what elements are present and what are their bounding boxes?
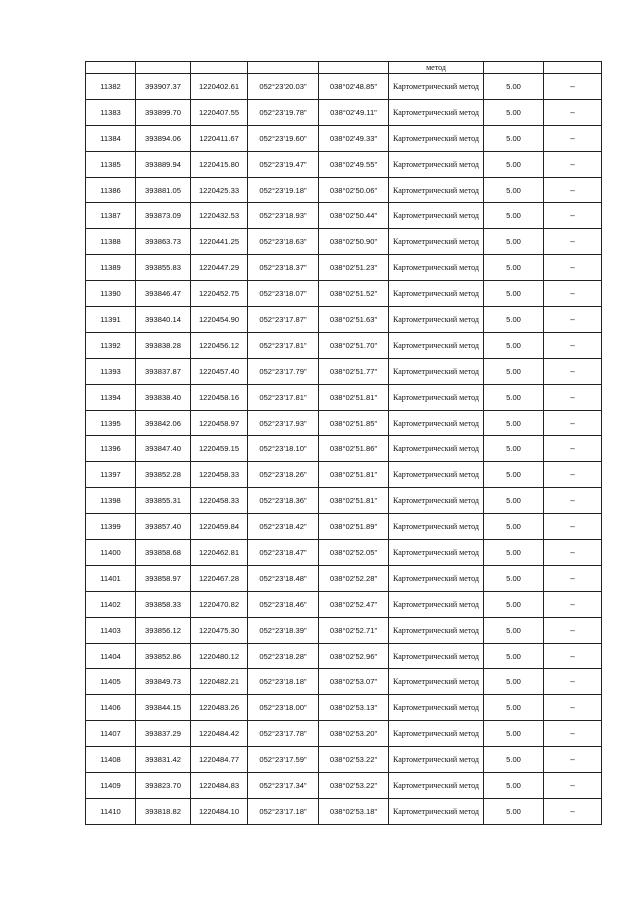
cell-lon: 038°02'50.06": [319, 177, 389, 203]
cell-y: 1220470.82: [191, 591, 248, 617]
cell-method: Картометрический метод: [389, 125, 484, 151]
cell-lon: 038°02'51.81": [319, 384, 389, 410]
cell-y: 1220467.28: [191, 565, 248, 591]
cell-precision: 5.00: [484, 721, 544, 747]
table-row: [86, 384, 602, 410]
cell-x: 393855.31: [136, 488, 191, 514]
cell-lon: 038°02'52.71": [319, 617, 389, 643]
cell-point: 11390: [86, 281, 136, 307]
cell-lon: 038°02'51.23": [319, 255, 389, 281]
cell-x: 393852.86: [136, 643, 191, 669]
cell-x: 393855.83: [136, 255, 191, 281]
table-row: [86, 488, 602, 514]
cell-y: 1220483.26: [191, 695, 248, 721]
table-row: [86, 436, 602, 462]
cell-lat: 052°23'19.60": [248, 125, 319, 151]
cell-point: 11409: [86, 773, 136, 799]
cell-method: Картометрический метод: [389, 74, 484, 100]
cell-method: Картометрический метод: [389, 177, 484, 203]
cell-point: 11397: [86, 462, 136, 488]
cell-x: 393831.42: [136, 747, 191, 773]
table-row: [86, 177, 602, 203]
cell-lon: 038°02'51.63": [319, 307, 389, 333]
cell-note: –: [544, 669, 602, 695]
cell-precision: 5.00: [484, 384, 544, 410]
cell-x: 393907.37: [136, 74, 191, 100]
cell-x: 393838.40: [136, 384, 191, 410]
table-body: [86, 62, 602, 825]
cell-x: 393849.73: [136, 669, 191, 695]
cell-method: Картометрический метод: [389, 617, 484, 643]
cell-point: 11407: [86, 721, 136, 747]
cell-x: 393852.28: [136, 462, 191, 488]
table-row: [86, 203, 602, 229]
cell-method: Картометрический метод: [389, 255, 484, 281]
cell-lat: 052°23'17.78": [248, 721, 319, 747]
cell-x: 393889.94: [136, 151, 191, 177]
cell-precision: 5.00: [484, 747, 544, 773]
table-row: [86, 255, 602, 281]
table-row: [86, 773, 602, 799]
cell-lat: 052°23'17.87": [248, 307, 319, 333]
table-row: [86, 410, 602, 436]
cell-precision: 5.00: [484, 307, 544, 333]
cell-point: 11400: [86, 540, 136, 566]
cell-y: 1220415.80: [191, 151, 248, 177]
cell-note: –: [544, 798, 602, 824]
cell-x: 393858.97: [136, 565, 191, 591]
table-row: [86, 591, 602, 617]
cell-point: 11383: [86, 99, 136, 125]
table-row: [86, 565, 602, 591]
cell-lon: 038°02'53.13": [319, 695, 389, 721]
cell-precision: 5.00: [484, 125, 544, 151]
cell-y: 1220484.42: [191, 721, 248, 747]
cell-x: 393873.09: [136, 203, 191, 229]
cell-note: –: [544, 358, 602, 384]
cell-y: 1220456.12: [191, 332, 248, 358]
cell-x: 393847.40: [136, 436, 191, 462]
cell-precision: 5.00: [484, 488, 544, 514]
cell-lat: 052°23'18.36": [248, 488, 319, 514]
cell-precision: 5.00: [484, 798, 544, 824]
cell-precision: [484, 62, 544, 74]
cell-lat: 052°23'17.81": [248, 384, 319, 410]
table-row: [86, 514, 602, 540]
cell-y: 1220482.21: [191, 669, 248, 695]
cell-note: –: [544, 591, 602, 617]
cell-note: –: [544, 643, 602, 669]
cell-lat: 052°23'18.46": [248, 591, 319, 617]
cell-lon: 038°02'51.81": [319, 488, 389, 514]
cell-note: –: [544, 462, 602, 488]
cell-point: 11402: [86, 591, 136, 617]
cell-y: 1220452.75: [191, 281, 248, 307]
cell-y: 1220441.25: [191, 229, 248, 255]
cell-lon: 038°02'51.52": [319, 281, 389, 307]
cell-precision: 5.00: [484, 410, 544, 436]
cell-y: 1220432.53: [191, 203, 248, 229]
cell-method: Картометрический метод: [389, 151, 484, 177]
cell-method: метод: [389, 62, 484, 74]
cell-precision: 5.00: [484, 669, 544, 695]
cell-point: 11394: [86, 384, 136, 410]
cell-note: –: [544, 565, 602, 591]
cell-note: –: [544, 125, 602, 151]
cell-x: 393837.87: [136, 358, 191, 384]
cell-lat: 052°23'19.47": [248, 151, 319, 177]
cell-note: –: [544, 203, 602, 229]
cell-y: 1220459.84: [191, 514, 248, 540]
cell-point: 11406: [86, 695, 136, 721]
cell-note: –: [544, 410, 602, 436]
cell-point: 11385: [86, 151, 136, 177]
cell-note: –: [544, 384, 602, 410]
cell-note: [544, 62, 602, 74]
cell-note: –: [544, 332, 602, 358]
cell-note: –: [544, 74, 602, 100]
cell-method: Картометрический метод: [389, 798, 484, 824]
cell-lat: 052°23'18.07": [248, 281, 319, 307]
coordinates-table: [85, 61, 602, 825]
cell-lat: 052°23'18.18": [248, 669, 319, 695]
table-row: [86, 747, 602, 773]
cell-y: 1220447.29: [191, 255, 248, 281]
cell-x: 393899.70: [136, 99, 191, 125]
cell-method: Картометрический метод: [389, 721, 484, 747]
cell-point: 11404: [86, 643, 136, 669]
table-row: [86, 281, 602, 307]
cell-x: 393857.40: [136, 514, 191, 540]
cell-lon: 038°02'51.70": [319, 332, 389, 358]
cell-lat: [248, 62, 319, 74]
cell-note: –: [544, 695, 602, 721]
cell-x: 393840.14: [136, 307, 191, 333]
cell-precision: 5.00: [484, 565, 544, 591]
cell-x: 393863.73: [136, 229, 191, 255]
cell-lat: 052°23'19.18": [248, 177, 319, 203]
cell-y: 1220480.12: [191, 643, 248, 669]
cell-lon: 038°02'52.05": [319, 540, 389, 566]
cell-y: 1220462.81: [191, 540, 248, 566]
cell-y: 1220458.33: [191, 462, 248, 488]
cell-y: 1220459.15: [191, 436, 248, 462]
table-row: [86, 798, 602, 824]
cell-lat: 052°23'18.37": [248, 255, 319, 281]
cell-y: 1220457.40: [191, 358, 248, 384]
cell-method: Картометрический метод: [389, 773, 484, 799]
cell-note: –: [544, 721, 602, 747]
cell-lon: 038°02'51.81": [319, 462, 389, 488]
cell-y: 1220484.83: [191, 773, 248, 799]
table-row: [86, 358, 602, 384]
cell-point: 11395: [86, 410, 136, 436]
cell-precision: 5.00: [484, 151, 544, 177]
cell-x: 393894.06: [136, 125, 191, 151]
cell-y: 1220458.97: [191, 410, 248, 436]
cell-point: 11386: [86, 177, 136, 203]
table-row: [86, 462, 602, 488]
cell-lon: 038°02'51.89": [319, 514, 389, 540]
cell-y: 1220458.16: [191, 384, 248, 410]
cell-x: 393838.28: [136, 332, 191, 358]
cell-note: –: [544, 99, 602, 125]
table-row: [86, 643, 602, 669]
cell-precision: 5.00: [484, 591, 544, 617]
cell-lon: 038°02'51.77": [319, 358, 389, 384]
cell-x: 393837.29: [136, 721, 191, 747]
cell-lat: 052°23'18.93": [248, 203, 319, 229]
cell-lat: 052°23'17.79": [248, 358, 319, 384]
cell-lat: 052°23'20.03": [248, 74, 319, 100]
cell-precision: 5.00: [484, 773, 544, 799]
cell-precision: 5.00: [484, 643, 544, 669]
cell-lon: 038°02'50.44": [319, 203, 389, 229]
cell-lon: 038°02'50.90": [319, 229, 389, 255]
cell-x: 393818.82: [136, 798, 191, 824]
cell-precision: 5.00: [484, 255, 544, 281]
table-row: [86, 125, 602, 151]
cell-point: 11392: [86, 332, 136, 358]
cell-lat: 052°23'18.48": [248, 565, 319, 591]
cell-note: –: [544, 747, 602, 773]
cell-precision: 5.00: [484, 203, 544, 229]
cell-precision: 5.00: [484, 74, 544, 100]
cell-point: 11410: [86, 798, 136, 824]
cell-precision: 5.00: [484, 514, 544, 540]
cell-point: 11403: [86, 617, 136, 643]
cell-method: Картометрический метод: [389, 565, 484, 591]
cell-x: 393844.15: [136, 695, 191, 721]
cell-precision: 5.00: [484, 99, 544, 125]
table-row: [86, 151, 602, 177]
cell-point: 11387: [86, 203, 136, 229]
cell-method: Картометрический метод: [389, 281, 484, 307]
cell-point: 11384: [86, 125, 136, 151]
cell-lat: 052°23'18.63": [248, 229, 319, 255]
cell-lon: 038°02'49.33": [319, 125, 389, 151]
cell-point: 11401: [86, 565, 136, 591]
cell-precision: 5.00: [484, 281, 544, 307]
cell-lon: 038°02'51.86": [319, 436, 389, 462]
cell-point: 11405: [86, 669, 136, 695]
cell-x: 393881.05: [136, 177, 191, 203]
cell-y: 1220484.10: [191, 798, 248, 824]
cell-y: 1220454.90: [191, 307, 248, 333]
cell-x: [136, 62, 191, 74]
cell-point: 11408: [86, 747, 136, 773]
cell-point: 11391: [86, 307, 136, 333]
cell-lat: 052°23'17.34": [248, 773, 319, 799]
cell-method: Картометрический метод: [389, 669, 484, 695]
cell-note: –: [544, 307, 602, 333]
cell-lat: 052°23'17.59": [248, 747, 319, 773]
cell-note: –: [544, 488, 602, 514]
cell-method: Картометрический метод: [389, 99, 484, 125]
cell-precision: 5.00: [484, 436, 544, 462]
cell-method: Картометрический метод: [389, 384, 484, 410]
cell-lat: 052°23'17.18": [248, 798, 319, 824]
cell-note: –: [544, 255, 602, 281]
cell-point: 11399: [86, 514, 136, 540]
cell-note: –: [544, 281, 602, 307]
cell-method: Картометрический метод: [389, 203, 484, 229]
cell-y: [191, 62, 248, 74]
continuation-row: [86, 62, 602, 74]
cell-y: 1220425.33: [191, 177, 248, 203]
cell-lon: 038°02'48.85": [319, 74, 389, 100]
cell-lon: 038°02'52.28": [319, 565, 389, 591]
cell-method: Картометрический метод: [389, 332, 484, 358]
cell-precision: 5.00: [484, 540, 544, 566]
cell-lon: 038°02'52.47": [319, 591, 389, 617]
cell-lon: 038°02'52.96": [319, 643, 389, 669]
cell-lon: 038°02'49.11": [319, 99, 389, 125]
cell-lat: 052°23'18.39": [248, 617, 319, 643]
cell-method: Картометрический метод: [389, 591, 484, 617]
cell-x: 393846.47: [136, 281, 191, 307]
cell-method: Картометрический метод: [389, 695, 484, 721]
table-row: [86, 721, 602, 747]
cell-lat: 052°23'19.78": [248, 99, 319, 125]
cell-precision: 5.00: [484, 177, 544, 203]
cell-method: Картометрический метод: [389, 747, 484, 773]
cell-y: 1220407.55: [191, 99, 248, 125]
table-row: [86, 99, 602, 125]
cell-x: 393842.06: [136, 410, 191, 436]
table-row: [86, 229, 602, 255]
cell-note: –: [544, 151, 602, 177]
cell-method: Картометрический метод: [389, 307, 484, 333]
cell-note: –: [544, 177, 602, 203]
cell-precision: 5.00: [484, 462, 544, 488]
cell-method: Картометрический метод: [389, 643, 484, 669]
cell-method: Картометрический метод: [389, 488, 484, 514]
cell-point: 11396: [86, 436, 136, 462]
cell-lon: 038°02'51.85": [319, 410, 389, 436]
cell-x: 393823.70: [136, 773, 191, 799]
cell-method: Картометрический метод: [389, 410, 484, 436]
cell-note: –: [544, 229, 602, 255]
cell-point: 11389: [86, 255, 136, 281]
cell-lat: 052°23'17.81": [248, 332, 319, 358]
cell-method: Картометрический метод: [389, 462, 484, 488]
cell-lat: 052°23'18.00": [248, 695, 319, 721]
cell-lat: 052°23'18.47": [248, 540, 319, 566]
table-row: [86, 669, 602, 695]
cell-note: –: [544, 436, 602, 462]
cell-point: [86, 62, 136, 74]
cell-lat: 052°23'17.93": [248, 410, 319, 436]
cell-x: 393858.33: [136, 591, 191, 617]
cell-method: Картометрический метод: [389, 436, 484, 462]
table-row: [86, 695, 602, 721]
cell-lon: 038°02'53.07": [319, 669, 389, 695]
cell-note: –: [544, 617, 602, 643]
table-row: [86, 332, 602, 358]
table-row: [86, 74, 602, 100]
cell-point: 11382: [86, 74, 136, 100]
cell-method: Картометрический метод: [389, 540, 484, 566]
cell-point: 11393: [86, 358, 136, 384]
cell-lat: 052°23'18.28": [248, 643, 319, 669]
cell-lon: [319, 62, 389, 74]
cell-method: Картометрический метод: [389, 514, 484, 540]
table-row: [86, 540, 602, 566]
cell-lon: 038°02'53.22": [319, 773, 389, 799]
cell-point: 11388: [86, 229, 136, 255]
cell-y: 1220411.67: [191, 125, 248, 151]
cell-precision: 5.00: [484, 332, 544, 358]
table-row: [86, 307, 602, 333]
table-row: [86, 617, 602, 643]
cell-lon: 038°02'53.22": [319, 747, 389, 773]
cell-y: 1220484.77: [191, 747, 248, 773]
cell-precision: 5.00: [484, 617, 544, 643]
cell-lat: 052°23'18.26": [248, 462, 319, 488]
cell-y: 1220402.61: [191, 74, 248, 100]
cell-y: 1220458.33: [191, 488, 248, 514]
cell-lon: 038°02'53.20": [319, 721, 389, 747]
cell-precision: 5.00: [484, 358, 544, 384]
cell-point: 11398: [86, 488, 136, 514]
cell-lon: 038°02'53.18": [319, 798, 389, 824]
cell-precision: 5.00: [484, 229, 544, 255]
cell-note: –: [544, 773, 602, 799]
cell-lon: 038°02'49.55": [319, 151, 389, 177]
cell-precision: 5.00: [484, 695, 544, 721]
cell-method: Картометрический метод: [389, 229, 484, 255]
cell-x: 393856.12: [136, 617, 191, 643]
cell-note: –: [544, 514, 602, 540]
cell-x: 393858.68: [136, 540, 191, 566]
cell-y: 1220475.30: [191, 617, 248, 643]
cell-lat: 052°23'18.42": [248, 514, 319, 540]
cell-note: –: [544, 540, 602, 566]
cell-lat: 052°23'18.10": [248, 436, 319, 462]
cell-method: Картометрический метод: [389, 358, 484, 384]
